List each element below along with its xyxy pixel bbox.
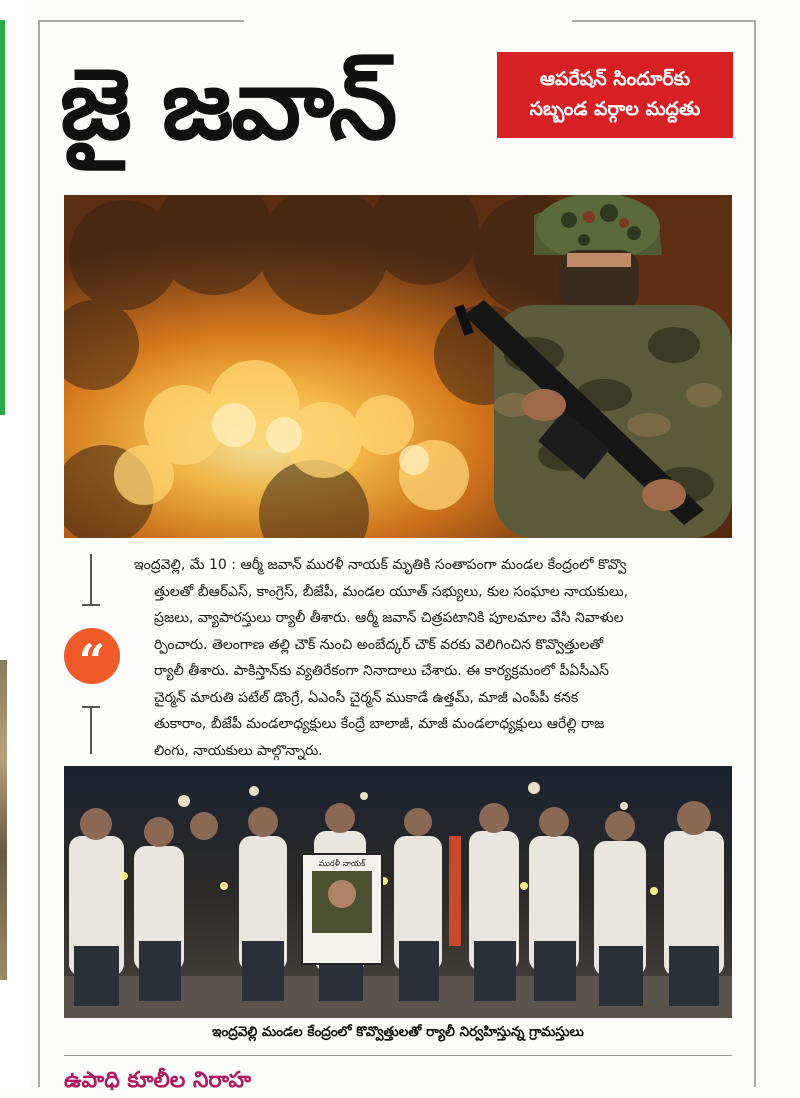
quote-rule-top (90, 554, 92, 604)
frame-left-rule (38, 20, 40, 1087)
adjacent-photo-edge (0, 660, 7, 980)
next-article-heading: ఉపాధి కూలీల నిరాహ (64, 1068, 252, 1093)
subhead-line-1: ఆపరేషన్ సిందూర్‌కు (539, 68, 691, 90)
frame-top-right-rule (572, 20, 756, 22)
frame-top-left-rule (38, 20, 244, 22)
article-line: త్తులతో బీఆర్ఎస్, కాంగ్రెస్, బీజేపీ, మండల యూత్ సభ్యులు, కుల సంఘాల నాయకులు, (154, 583, 629, 600)
quote-icon: “ (64, 628, 120, 684)
article-line: తుకారాం, బీజేపీ మండలాధ్యక్షులు కేంద్రే బాలాజీ, మాజీ మండలాధ్యక్షులు ఆరేల్లి రాజ (154, 716, 605, 732)
article-line: ప్రజలు, వ్యాపారస్తులు ర్యాలీ తీశారు. ఆర్మీ జవాన్ చిత్రపటానికి పూలమాల వేసి నివాళుల (154, 610, 624, 626)
headline: జై జవాన్ (60, 48, 396, 162)
subhead-line-2: సబ్బండ వర్గాల మద్దతు (529, 98, 701, 120)
subhead-box (497, 52, 733, 138)
rally-photo (64, 766, 732, 1018)
caption-rule (64, 1055, 732, 1056)
frame-right-rule (754, 20, 756, 1087)
article-line: లింగు, నాయకులు పాల్గొన్నారు. (154, 742, 323, 759)
article-body (134, 552, 736, 764)
quote-rule-top-cap (82, 604, 100, 606)
hero-image-soldier-explosion (64, 195, 732, 538)
article-line: ఇంద్రవెల్లి, మే 10 : ఆర్మీ జవాన్ మురళీ నాయక్ మృతికి సంతాపంగా మండల కేంద్రంలో కొవ్వొ (134, 557, 627, 573)
adjacent-page-strip (0, 0, 30, 1087)
photo-caption: ఇంద్రవెల్లి మండల కేంద్రంలో కొవ్వొత్తులతో ర్యాలీ నిర్వహిస్తున్న గ్రామస్తులు (212, 1024, 584, 1040)
article-line: ర్యాలీ తీశారు. పాకిస్తాన్‌కు వ్యతిరేకంగా నినాదాలు చేశారు. ఈ కార్యక్రమంలో పీఏసీఎస్ (154, 663, 609, 679)
article-line: ర్పించారు. తెలంగాణ తల్లి చౌక్ నుంచి అంబేద్కర్ చౌక్ వరకు వెలిగించిన కొవ్వొత్తులతో (154, 636, 604, 653)
poster-text: మురళీ నాయక్ (318, 859, 366, 868)
adjacent-green-bar (0, 20, 5, 415)
article-line: చైర్మన్ మారుతి పటేల్ డొంగ్రే, ఏఎంసీ చైర్మన్ ముకాడే ఉత్తమ్, మాజీ ఎంపీపీ కనక (154, 689, 579, 706)
quote-rule-bottom (90, 706, 92, 754)
